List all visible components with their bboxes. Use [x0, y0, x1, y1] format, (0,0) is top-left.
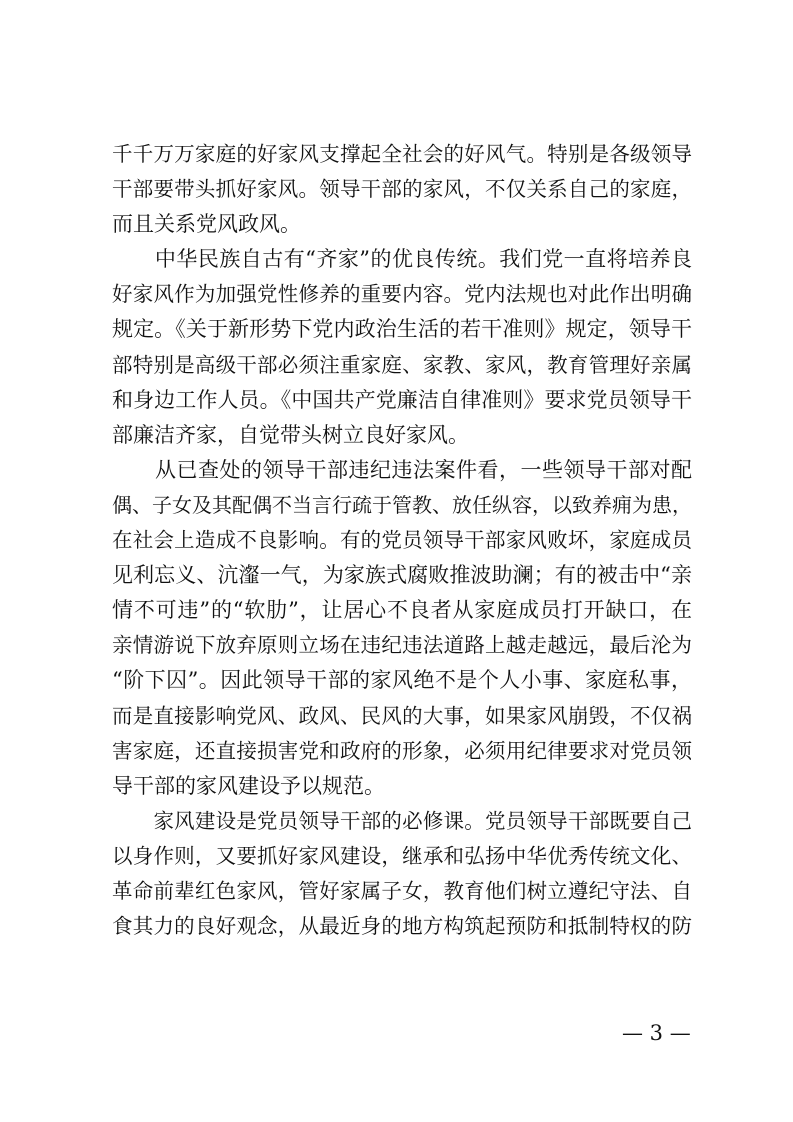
text-line: 而是直接影响党风、政风、民风的大事，如果家风崩毁，不仅祸: [112, 703, 692, 728]
text-line: 好家风作为加强党性修养的重要内容。党内法规也对此作出明确: [112, 282, 692, 307]
text-line: 情不可违”的“软肋”，让居心不良者从家庭成员打开缺口，在: [112, 598, 692, 623]
text-line: 偶、子女及其配偶不当言行疏于管教、放任纵容，以致养痈为患，: [112, 492, 692, 517]
text-line: 干部要带头抓好家风。领导干部的家风，不仅关系自己的家庭，: [112, 177, 692, 202]
text-line: 部廉洁齐家，自觉带头树立良好家风。: [112, 422, 469, 447]
text-line: 亲情游说下放弃原则立场在违纪违法道路上越走越远，最后沦为: [112, 633, 692, 658]
text-line: 在社会上造成不良影响。有的党员领导干部家风败坏，家庭成员: [112, 528, 692, 553]
page-number: — 3 —: [622, 1021, 691, 1045]
body-text: [112, 137, 692, 944]
text-line: 导干部的家风建设予以规范。: [112, 773, 385, 798]
text-line: 以身作则，又要抓好家风建设，继承和弘扬中华优秀传统文化、: [112, 843, 692, 868]
text-line: 从已查处的领导干部违纪违法案件看，一些领导干部对配: [112, 457, 692, 482]
text-line: 而且关系党风政风。: [112, 212, 301, 237]
text-line: 千千万万家庭的好家风支撑起全社会的好风气。特别是各级领导: [112, 142, 692, 166]
text-line: 中华民族自古有“齐家”的优良传统。我们党一直将培养良: [112, 247, 692, 272]
text-line: 革命前辈红色家风，管好家属子女，教育他们树立遵纪守法、自: [112, 878, 692, 903]
text-line: “阶下囚”。因此领导干部的家风绝不是个人小事、家庭私事，: [112, 668, 692, 693]
text-line: 害家庭，还直接损害党和政府的形象，必须用纪律要求对党员领: [112, 738, 692, 763]
text-line: 规定。《关于新形势下党内政治生活的若干准则》规定，领导干: [112, 317, 692, 342]
text-line: 食其力的良好观念，从最近身的地方构筑起预防和抵制特权的防: [112, 914, 692, 939]
text-line: 家风建设是党员领导干部的必修课。党员领导干部既要自己: [112, 808, 692, 833]
text-line: 见利忘义、沆瀣一气，为家族式腐败推波助澜；有的被击中“亲: [112, 563, 692, 588]
text-line: 部特别是高级干部必须注重家庭、家教、家风，教育管理好亲属: [112, 352, 692, 377]
text-line: 和身边工作人员。《中国共产党廉洁自律准则》要求党员领导干: [112, 387, 692, 412]
